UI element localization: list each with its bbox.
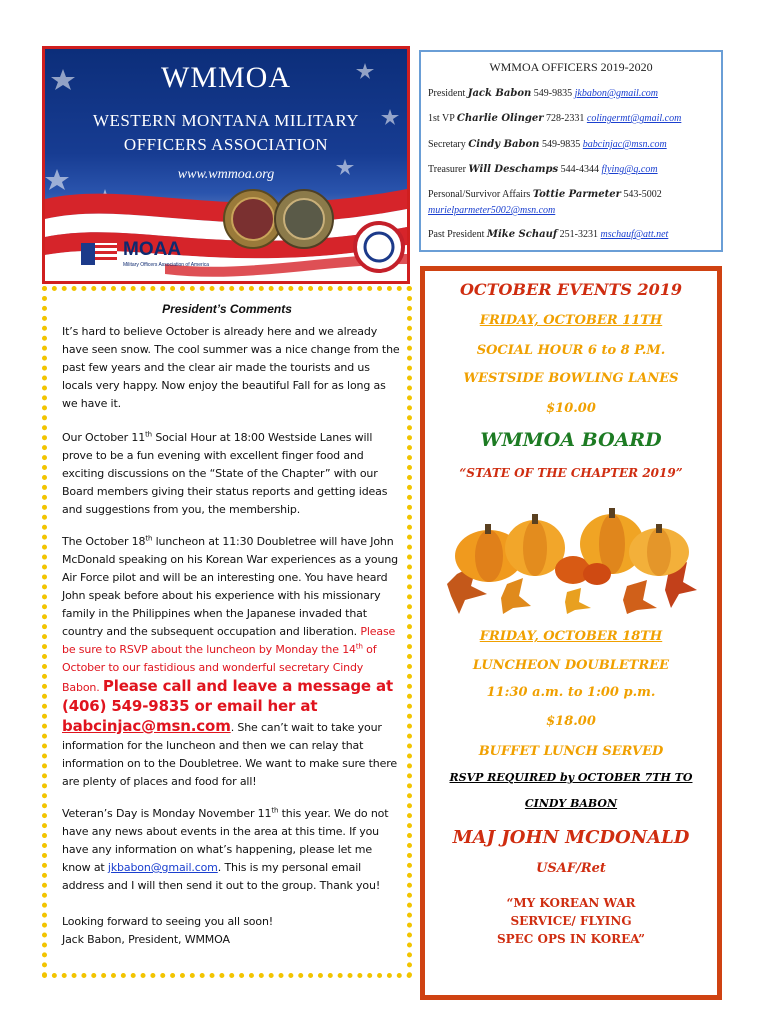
p3-call-text: Please call and leave a message at (406) 549-9835 or email her at [62, 677, 394, 715]
event2-rsvp-line2: CINDY BABON [524, 797, 618, 810]
event2-talk-line1: “MY KOREAN WAR [506, 896, 636, 910]
banner-url[interactable]: www.wmmoa.org [177, 167, 275, 182]
event1-price: $10.00 [546, 401, 596, 416]
event2-rsvp-line1: RSVP REQUIRED by OCTOBER 7TH TO [449, 771, 693, 784]
autumn-pumpkins-illustration [447, 504, 697, 614]
pumpkins [455, 508, 689, 585]
officer-row-president [428, 88, 658, 99]
officer-role: Secretary [428, 139, 469, 150]
event2-talk-line3: SPEC OPS IN KOREA” [496, 932, 646, 946]
banner-subtitle-line2: OFFICERS ASSOCIATION [123, 135, 329, 154]
p3-email-link[interactable]: babcinjac@msn.com [62, 717, 231, 735]
p3-sup: th [145, 534, 153, 543]
p4-text-a: Veteran’s Day is Monday November 11 [62, 807, 272, 820]
event1-board-heading: WMMOA BOARD [480, 429, 662, 451]
comments-paragraph-3 [62, 533, 400, 791]
officer-email-link[interactable]: mschauf@att.net [600, 229, 669, 240]
wmmoa-banner [42, 46, 410, 284]
officer-phone: 549-9835 [531, 88, 575, 99]
p3-text-c: . She can’t wait to take your information for the luncheon and then we can relay that information on to the Doubletree. We want to make sure there are plenty of places and food for all! [62, 721, 397, 788]
officer-row-survivor-affairs [428, 189, 662, 200]
p3-rsvp-text-a: Please be sure to RSVP about the luncheon by Monday the 14 [62, 625, 396, 656]
p4-sup: th [271, 806, 279, 815]
event1-state-of-chapter: “STATE OF THE CHAPTER 2019” [459, 466, 683, 480]
banner-title: WMMOA [161, 61, 291, 94]
officer-role: Treasurer [428, 164, 469, 175]
moaa-emblem-icon [79, 237, 121, 269]
p3-text-b: luncheon at 11:30 Doubletree will have John McDonald speaking on his Korean War experiences as a young Air Force pilot and will be an interesting one. You have heard John speak before about his experience with his missionary family in the Philippines when the Japanese invaded that country and the subsequent occupation and liberation. [62, 535, 398, 638]
event2-speaker: MAJ JOHN MCDONALD [452, 827, 690, 848]
p3-text-a: The October 18 [62, 535, 146, 548]
officer-email-link[interactable]: colingermt@gmail.com [586, 113, 682, 124]
officer-phone: 544-4344 [558, 164, 602, 175]
event1-location: WESTSIDE BOWLING LANES [463, 371, 679, 386]
banner-subtitle-line1: WESTERN MONTANA MILITARY [92, 111, 360, 130]
officer-phone: 543-5002 [620, 189, 662, 200]
october-events-box [420, 266, 722, 1000]
officer-role: President [428, 88, 468, 99]
p4-text-c: . This is my personal email address and I will then send it out to the group. Thank you! [62, 861, 381, 892]
officer-role: Personal/Survivor Affairs [428, 189, 533, 200]
officer-name: Charlie Olinger [456, 113, 544, 124]
comments-paragraph-1: It’s hard to believe October is already here and we already have seen snow. The cool summer was a nice change from the past few years and the clear air made the tourists and us locals very happy. Now enjoy the beautiful Fall for as long as we have it. [62, 325, 400, 410]
p4-email-link[interactable]: jkbabon@gmail.com [107, 861, 218, 874]
p4-text-b: this year. We do not have any news about events in the area at this time. If you have any information on what’s happening, please let me know at [62, 807, 389, 874]
event1-date: FRIDAY, OCTOBER 11TH [479, 313, 663, 328]
p2-text-b: Social Hour at 18:00 Westside Lanes will prove to be a fun evening with excellent finger food and exciting discussions on the “State of the Chapter” with our Board members giving their status reports and getting ideas and suggestions from you, the membership. [62, 431, 388, 516]
officer-row-past-president [428, 229, 668, 240]
officer-row-vp [428, 113, 681, 124]
p2-text-a: Our October 11 [62, 431, 146, 444]
event2-date: FRIDAY, OCTOBER 18TH [479, 629, 663, 644]
officer-role: Past President [428, 229, 487, 240]
moaa-logo-subtext: Military Officers Association of America [123, 262, 210, 268]
comments-signoff-line1: Looking forward to seeing you all soon! [62, 915, 274, 928]
officer-row-survivor-affairs-email [428, 205, 555, 216]
event2-speaker-rank: USAF/Ret [536, 861, 606, 876]
officer-row-secretary [428, 139, 667, 150]
officers-box [419, 50, 723, 252]
officer-email-link[interactable]: flying@q.com [601, 164, 658, 175]
events-title: OCTOBER EVENTS 2019 [459, 280, 683, 299]
event2-luncheon: LUNCHEON DOUBLETREE [472, 658, 670, 673]
presidents-comments-box [42, 286, 412, 978]
comments-paragraph-2 [62, 429, 400, 519]
moaa-logo-text: MOAA [123, 239, 182, 260]
officer-email-link[interactable]: jkbabon@gmail.com [574, 88, 658, 99]
event2-talk-line2: SERVICE/ FLYING [510, 914, 632, 928]
officer-name: Will Deschamps [468, 164, 559, 175]
officer-phone: 251-3231 [557, 229, 601, 240]
officers-title: WMMOA OFFICERS 2019-2020 [489, 60, 653, 74]
moaa-logo [79, 237, 210, 274]
event2-buffet: BUFFET LUNCH SERVED [478, 744, 664, 759]
officer-name: Jack Babon [467, 88, 532, 99]
event1-social-hour: SOCIAL HOUR 6 to 8 P.M. [476, 343, 666, 358]
officer-name: Tottie Parmeter [532, 189, 621, 200]
officer-row-treasurer [428, 164, 658, 175]
comments-paragraph-4 [62, 805, 400, 895]
officer-email-link[interactable]: babcinjac@msn.com [582, 139, 667, 150]
comments-title: President’s Comments [162, 302, 292, 316]
p3-rsvp-sup: th [355, 642, 363, 651]
officer-name: Mike Schauf [486, 229, 558, 240]
comments-signoff-line2: Jack Babon, President, WMMOA [62, 933, 230, 946]
p3-rsvp-text-b: of October to our fastidious and wonderful secretary Cindy Babon. [62, 643, 377, 694]
officer-email-link[interactable]: murielparmeter5002@msn.com [428, 205, 556, 216]
event2-time: 11:30 a.m. to 1:00 p.m. [486, 685, 656, 700]
officer-role: 1st VP [428, 113, 457, 124]
event2-price: $18.00 [546, 714, 596, 729]
officer-name: Cindy Babon [468, 139, 540, 150]
officer-phone: 549-9835 [539, 139, 583, 150]
officer-phone: 728-2331 [543, 113, 587, 124]
p2-sup: th [145, 430, 152, 439]
